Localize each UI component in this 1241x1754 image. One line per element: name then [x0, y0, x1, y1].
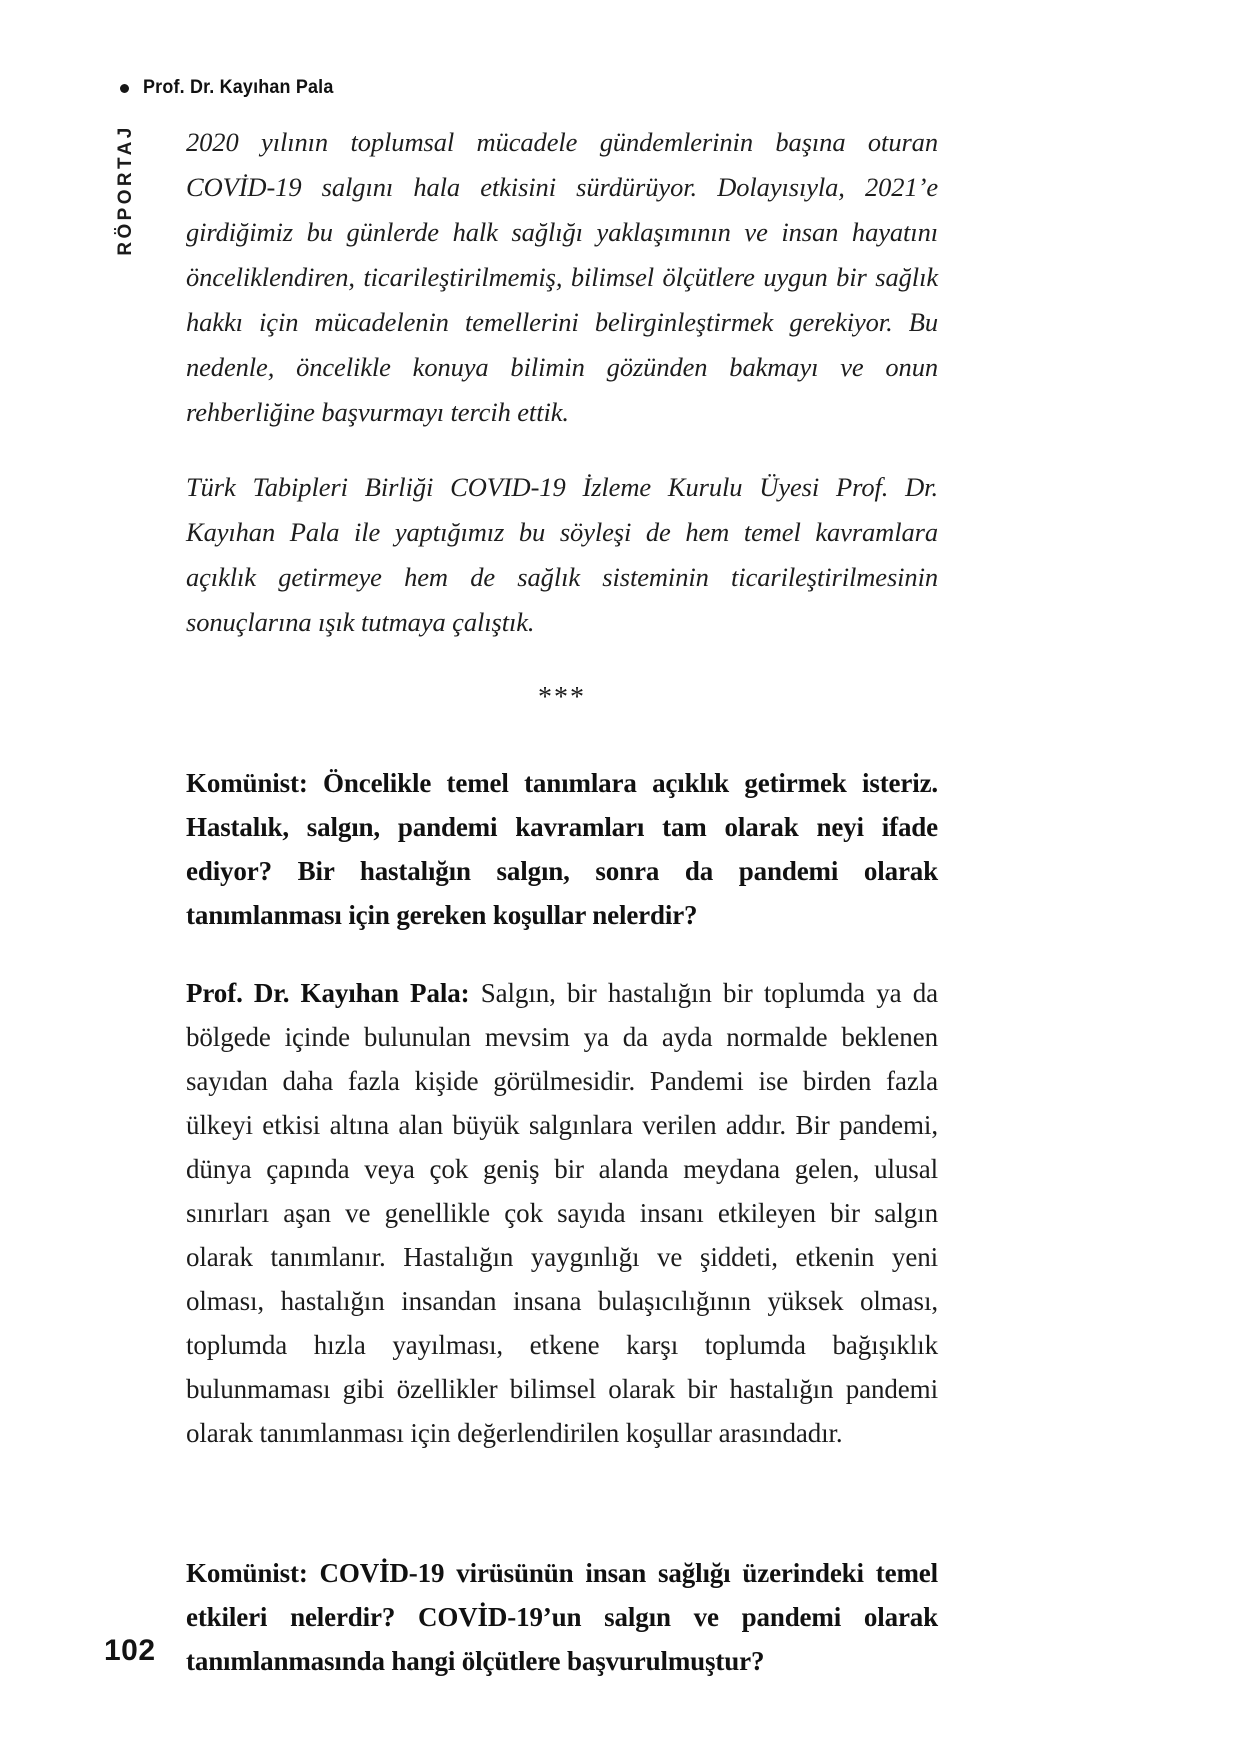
intro-paragraph-2: Türk Tabipleri Birliği COVID-19 İzleme Kurulu Üyesi Prof. Dr. Kayıhan Pala ile yaptığımız bu söyleşi de hem temel kavramlara açıklık getirmeye hem de sağlık sisteminin ticarileştirilmesinin sonuçlarına ışık tutmaya çalıştık. — [186, 472, 938, 637]
interview-question-1: Komünist: Öncelikle temel tanımlara açıklık getirmek isteriz. Hastalık, salgın, pandemi kavramları tam olarak neyi ifade ediyor? Bir hastalığın salgın, sonra da pandemi olarak tanımlanması için gereken koşullar nelerdir? — [186, 768, 938, 930]
interview-question-2: Komünist: COVİD-19 virüsünün insan sağlığı üzerindeki temel etkileri nelerdir? COVİD-19’un salgın ve pandemi olarak tanımlanmasında hangi ölçütlere başvurulmuştur? — [186, 1558, 938, 1676]
section-tab-label: RÖPORTAJ — [115, 124, 136, 256]
intro-paragraph-1: 2020 yılının toplumsal mücadele gündemlerinin başına oturan COVİD-19 salgını hala etkisini sürdürüyor. Dolayısıyla, 2021’e girdiğimiz bu günlerde halk sağlığı yaklaşımının ve insan hayatını önceliklendiren, ticarileştirilmemiş, bilimsel ölçütlere uygun bir sağlık hakkı için mücadelenin temellerini belirginleştirmek gerekiyor. Bu nedenle, öncelikle konuya bilimin gözünden bakmayı ve onun rehberliğine başvurmayı tercih ettik. — [186, 127, 938, 427]
answer-speaker-label: Prof. Dr. Kayıhan Pala: — [186, 978, 470, 1008]
section-divider: *** — [538, 682, 586, 713]
page-number: 102 — [104, 1634, 156, 1667]
answer-body-text: Salgın, bir hastalığın bir toplumda ya da bölgede içinde bulunulan mevsim ya da ayda normalde beklenen sayıdan daha fazla kişide görülmesidir. Pandemi ise birden fazla ülkeyi etkisi altına alan büyük salgınlara verilen addır. Bir pandemi, dünya çapında veya çok geniş bir alanda meydana gelen, ulusal sınırları aşan ve genellikle çok sayıda insanı etkileyen bir salgın olarak tanımlanır. Hastalığın yaygınlığı ve şiddeti, etkenin yeni olması, hastalığın insandan insana bulaşıcılığının yüksek olması, toplumda hızla yayılması, etkene karşı toplumda bağışıklık bulunmaması gibi özellikler bilimsel olarak bir hastalığın pandemi olarak tanımlanması için değerlendirilen koşullar arasındadır. — [186, 978, 938, 1448]
interview-answer-1 — [186, 971, 938, 1455]
running-head-author: Prof. Dr. Kayıhan Pala — [143, 76, 334, 98]
running-head — [120, 76, 350, 99]
text-column — [186, 120, 938, 1683]
section-tab — [104, 110, 148, 270]
bullet-dot-icon — [120, 84, 129, 93]
